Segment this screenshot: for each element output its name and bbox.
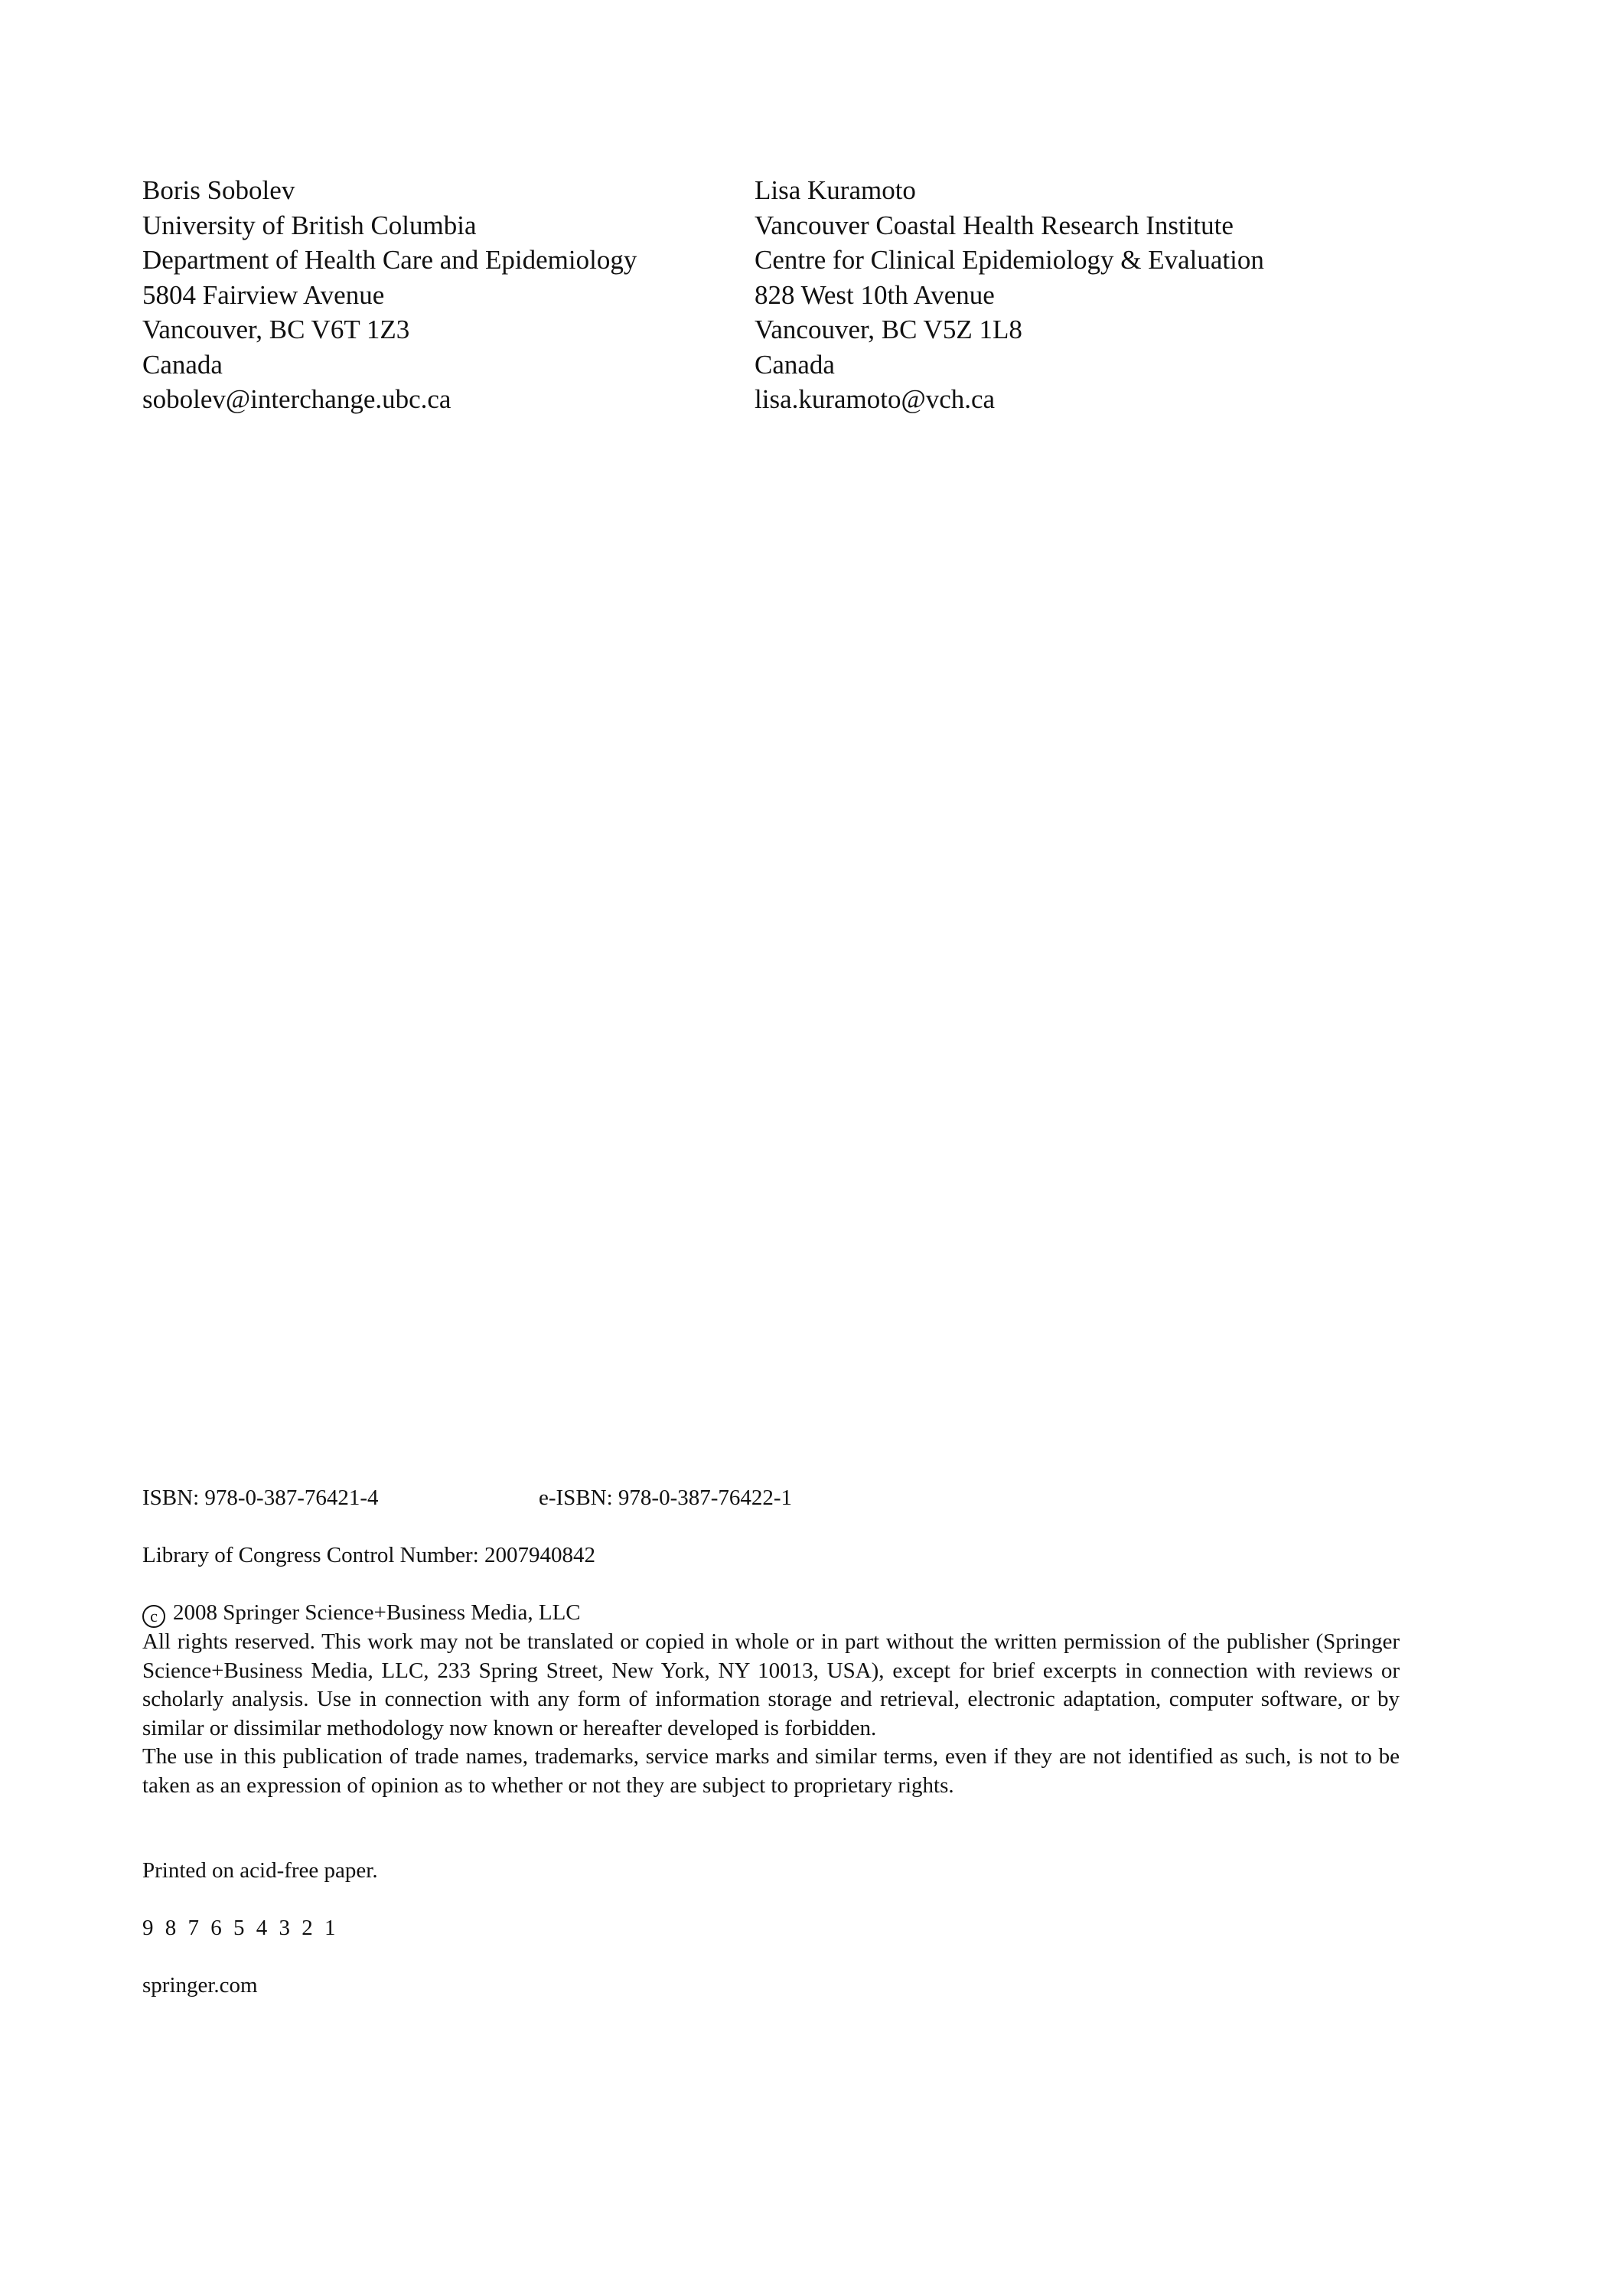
- author-country: Canada: [142, 349, 223, 380]
- copyright-line: [142, 1599, 1400, 1628]
- rights-statement: All rights reserved. This work may not be translated or copied in whole or in part without the written permission of the publisher (Springer Science+Business Media, LLC, 233 Spring Street, New York, NY 10013, USA), except for brief excerpts in connection with reviews or scholarly analysis. Use in connection with any form of information storage and retrieval, electronic adaptation, computer software, or by similar or dissimilar methodology now known or hereafter developed is forbidden.: [142, 1629, 1400, 1740]
- copyright-notice: [142, 1599, 1400, 1801]
- publisher-website: springer.com: [142, 1973, 258, 1998]
- author-address-left: [142, 173, 637, 417]
- isbn-line: [142, 1484, 1400, 1513]
- author-email: sobolev@interchange.ubc.ca: [142, 384, 451, 414]
- isbn-print: ISBN: 978-0-387-76421-4: [142, 1486, 379, 1510]
- author-address-right: [755, 173, 1264, 417]
- author-street: 828 West 10th Avenue: [755, 279, 995, 310]
- author-department: Department of Health Care and Epidemiology: [142, 245, 637, 275]
- author-name: Lisa Kuramoto: [755, 175, 916, 205]
- author-city: Vancouver, BC V6T 1Z3: [142, 315, 410, 344]
- library-of-congress-number: Library of Congress Control Number: 2007940842: [142, 1543, 596, 1567]
- copyright-icon: c: [142, 1605, 165, 1628]
- isbn-electronic: e-ISBN: 978-0-387-76422-1: [539, 1486, 793, 1510]
- author-name: Boris Sobolev: [142, 175, 295, 205]
- printing-line: 9 8 7 6 5 4 3 2 1: [142, 1916, 336, 1940]
- author-email: lisa.kuramoto@vch.ca: [755, 384, 996, 414]
- trademark-statement: The use in this publication of trade names, trademarks, service marks and similar terms, even if they are not identified as such, is not to be taken as an expression of opinion as to whether or not they are subject to proprietary rights.: [142, 1744, 1400, 1798]
- author-institution: University of British Columbia: [142, 210, 477, 240]
- author-street: 5804 Fairview Avenue: [142, 279, 385, 310]
- author-city: Vancouver, BC V5Z 1L8: [755, 315, 1022, 344]
- author-country: Canada: [755, 349, 835, 380]
- copyright-text: 2008 Springer Science+Business Media, LLC: [173, 1600, 581, 1625]
- author-department: Centre for Clinical Epidemiology & Evaluation: [755, 245, 1264, 275]
- paper-note: Printed on acid-free paper.: [142, 1858, 378, 1883]
- author-institution: Vancouver Coastal Health Research Institute: [755, 210, 1234, 240]
